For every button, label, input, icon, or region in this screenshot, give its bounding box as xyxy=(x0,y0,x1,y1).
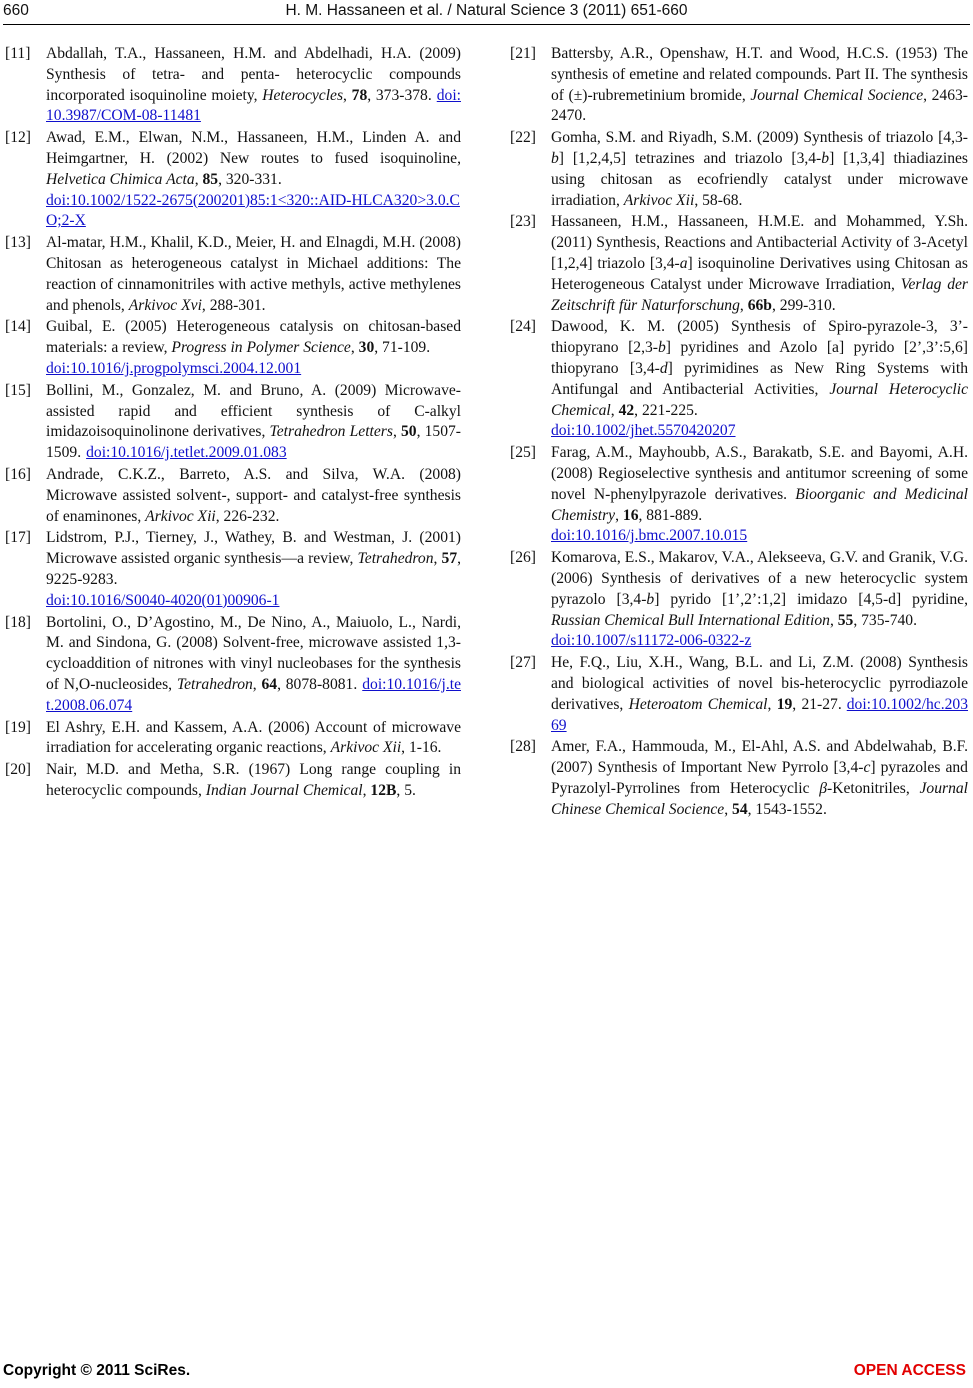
reference-plain-text: , 71-109. xyxy=(374,339,431,357)
doi-link[interactable]: doi:10.1002/jhet.5570420207 xyxy=(551,422,736,440)
reference-plain-text: Al-matar, H.M., Khalil, K.D., Meier, H. and Elnagdi, M.H. (2008) Chitosan as heterogeneous catalyst in Michael additions: The reaction of cinnamonitriles with active methyls, active methylenes and phenols, xyxy=(46,234,461,314)
reference-item xyxy=(510,548,968,652)
reference-number: [12] xyxy=(5,129,31,147)
reference-plain-text: , 226-232. xyxy=(215,507,280,525)
reference-plain-text: , xyxy=(350,339,359,357)
reference-volume: 50 xyxy=(400,423,417,441)
doi-link[interactable]: doi:10.1016/S0040-4020(01)00906-1 xyxy=(46,591,280,609)
reference-plain-text: Nair, M.D. and Metha, S.R. (1967) Long range coupling in heterocyclic compounds, xyxy=(46,761,461,799)
reference-number: [23] xyxy=(510,213,536,231)
reference-italic-text: Tetrahedron Letters xyxy=(269,423,393,441)
reference-text xyxy=(46,528,461,611)
reference-plain-text: , xyxy=(829,611,838,629)
reference-volume: 85 xyxy=(202,170,219,188)
reference-text xyxy=(551,128,968,211)
reference-text xyxy=(551,443,968,547)
references-right-column xyxy=(510,44,968,821)
reference-text xyxy=(551,737,968,820)
reference-plain-text: Dawood, K. M. (2005) Synthesis of Spiro-pyrazole-3, 3’-thiopyrano [2,3- xyxy=(551,318,968,357)
reference-italic-text: Heterocycles xyxy=(262,86,344,104)
reference-item xyxy=(510,212,968,316)
reference-italic-text: Arkivoc Xii xyxy=(623,191,695,209)
reference-item xyxy=(510,44,968,127)
page-footer xyxy=(0,1358,973,1388)
reference-plain-text: , xyxy=(767,695,777,713)
reference-item xyxy=(510,317,968,442)
doi-link[interactable]: doi:10.1016/j.progpolymsci.2004.12.001 xyxy=(46,359,302,377)
reference-plain-text: , 9225-9283. xyxy=(46,550,462,588)
reference-plain-text: -Ketonitriles, xyxy=(827,779,920,797)
reference-text xyxy=(46,465,461,527)
reference-plain-text: ] [1,2,4,5] tetrazines and triazolo [3,4- xyxy=(558,149,822,167)
reference-plain-text: , xyxy=(433,550,442,568)
reference-plain-text: Amer, F.A., Hammouda, M., El-Ahl, A.S. and Abdelwahab, B.F. (2007) Synthesis of Important New Pyrrolo [3,4- xyxy=(551,738,968,777)
reference-plain-text: Guibal, E. (2005) Heterogeneous catalysis on chitosan-based materials: a review, xyxy=(46,318,461,357)
reference-italic-text: Arkivoc Xii xyxy=(330,739,402,757)
reference-plain-text: , 373-378. xyxy=(367,86,432,104)
reference-plain-text: , xyxy=(610,401,619,419)
reference-plain-text: Awad, E.M., Elwan, N.M., Hassaneen, H.M., Linden A. and Heimgartner, H. (2002) New routes to fused isoquinoline, xyxy=(46,129,461,167)
reference-plain-text: , 5. xyxy=(396,781,416,799)
reference-italic-text: a xyxy=(679,254,688,272)
reference-plain-text: , xyxy=(252,675,262,693)
reference-italic-text: b xyxy=(646,590,655,608)
reference-number: [15] xyxy=(5,381,31,399)
reference-item xyxy=(5,233,461,316)
reference-text xyxy=(46,381,461,464)
reference-number: [27] xyxy=(510,654,536,672)
reference-text xyxy=(46,613,461,717)
page-number: 660 xyxy=(3,2,29,19)
reference-plain-text: Farag, A.M., Mayhoubb, A.S., Barakatb, S.E. and Bayomi, A.H. (2008) Regioselective synthesis and antitumor screening of some novel N-phenylpyrazole derivatives. xyxy=(551,444,968,503)
reference-plain-text: , 1543-1552. xyxy=(747,800,827,818)
doi-link[interactable]: doi:10.1016/j.bmc.2007.10.015 xyxy=(551,527,748,545)
reference-text xyxy=(551,212,968,316)
reference-plain-text: Bollini, M., Gonzalez, M. and Bruno, A. (2009) Microwave-assisted rapid and efficient synthesis of C-alkyl imidazoisoquinolinone derivatives, xyxy=(46,381,461,441)
reference-item xyxy=(510,128,968,211)
reference-number: [22] xyxy=(510,129,536,147)
reference-italic-text: Verlag der Zeitschrift für Naturforschung xyxy=(551,275,968,314)
reference-plain-text: , xyxy=(615,506,623,524)
reference-volume: 54 xyxy=(732,800,748,818)
reference-italic-text: c xyxy=(863,759,871,777)
reference-volume: 42 xyxy=(618,401,635,419)
reference-item xyxy=(5,317,461,379)
reference-number: [26] xyxy=(510,549,536,567)
reference-number: [28] xyxy=(510,738,536,756)
reference-plain-text: , xyxy=(194,170,203,188)
reference-italic-text: Bioorganic and Medicinal Chemistry xyxy=(551,485,968,524)
doi-link[interactable]: doi:10.1002/hc.20369 xyxy=(551,695,969,734)
reference-plain-text: , 1-16. xyxy=(401,739,442,757)
reference-plain-text: , 1507-1509. xyxy=(46,423,461,462)
doi-link[interactable]: doi:10.1002/1522-2675(200201)85:1<320::AID-HLCA320>3.0.CO;2-X xyxy=(46,191,460,230)
page-header xyxy=(0,0,973,26)
reference-plain-text: , 735-740. xyxy=(853,611,917,629)
reference-item xyxy=(5,44,461,127)
reference-volume: 78 xyxy=(351,86,368,104)
reference-item xyxy=(5,613,461,717)
reference-italic-text: b xyxy=(551,149,559,167)
reference-plain-text: , xyxy=(739,296,748,314)
reference-plain-text: ] pyrimidines as New Ring Systems with Antifungal and Antibacterial Activities, xyxy=(551,359,968,398)
reference-volume: 57 xyxy=(441,550,458,568)
reference-item xyxy=(5,760,461,802)
references-left-column xyxy=(5,44,461,803)
reference-italic-text: b xyxy=(821,149,830,167)
reference-number: [17] xyxy=(5,529,31,547)
reference-plain-text: Hassaneen, H.M., Hassaneen, H.M.E. and Mohammed, Y.Sh. (2011) Synthesis, Reactions and Antibacterial Activity of 3-Acetyl [1,2,4] triazolo [3,4- xyxy=(551,213,968,272)
reference-italic-text: Tetrahedron xyxy=(357,550,434,568)
reference-volume: 12B xyxy=(370,781,397,799)
reference-item xyxy=(5,128,461,232)
reference-volume: 64 xyxy=(261,675,278,693)
reference-plain-text: ] pyrido [1’,2’:1,2] imidazo [4,5-d] pyridine, xyxy=(654,590,968,608)
reference-italic-text: Journal Chemical Socience xyxy=(750,86,924,104)
reference-plain-text: , xyxy=(362,781,371,799)
reference-plain-text: Lidstrom, P.J., Tierney, J., Wathey, B. and Westman, J. (2001) Microwave assisted organic synthesis—a review, xyxy=(46,529,461,568)
reference-italic-text: Journal Heterocyclic Chemical xyxy=(551,380,968,419)
reference-plain-text: Komarova, E.S., Makarov, V.A., Alekseeva, G.V. and Granik, V.G. (2006) Synthesis of derivatives of a new heterocyclic system pyrazolo [3,4- xyxy=(551,549,968,608)
reference-item xyxy=(5,465,461,527)
header-rule xyxy=(3,24,970,25)
reference-text xyxy=(551,653,968,736)
reference-text xyxy=(551,317,968,442)
reference-text xyxy=(46,128,461,232)
reference-text xyxy=(551,44,968,127)
reference-item xyxy=(510,737,968,820)
reference-text xyxy=(46,233,461,316)
reference-number: [19] xyxy=(5,718,31,736)
reference-plain-text: , 288-301. xyxy=(201,296,266,314)
reference-number: [16] xyxy=(5,465,31,483)
reference-plain-text: , 21-27. xyxy=(792,695,842,713)
reference-plain-text: , xyxy=(343,86,352,104)
open-access-label: OPEN ACCESS xyxy=(853,1362,966,1379)
reference-plain-text: , 221-225. xyxy=(634,401,698,419)
reference-italic-text: d xyxy=(659,359,668,377)
reference-number: [14] xyxy=(5,318,31,336)
reference-plain-text: , 58-68. xyxy=(694,191,743,209)
reference-italic-text: Arkivoc Xvi xyxy=(128,296,202,314)
doi-link[interactable]: doi:10.1016/j.tet.2008.06.074 xyxy=(46,675,461,714)
reference-item xyxy=(5,528,461,611)
reference-plain-text: Gomha, S.M. and Riyadh, S.M. (2009) Synthesis of triazolo [4,3- xyxy=(551,129,968,147)
reference-item xyxy=(510,653,968,736)
reference-plain-text: , 8078-8081. xyxy=(277,675,358,693)
running-head: H. M. Hassaneen et al. / Natural Science 3 (2011) 651-660 xyxy=(285,2,688,19)
reference-italic-text: Indian Journal Chemical xyxy=(205,781,363,799)
reference-text xyxy=(46,44,461,127)
reference-italic-text: Helvetica Chimica Acta xyxy=(46,170,195,188)
reference-item xyxy=(5,381,461,464)
reference-italic-text: Arkivoc Xii xyxy=(145,507,216,525)
reference-plain-text: El Ashry, E.H. and Kassem, A.A. (2006) Account of microwave irradiation for accelerating organic reactions, xyxy=(46,718,461,757)
reference-volume: 16 xyxy=(622,506,639,524)
reference-italic-text: Journal Chinese Chemical Socience xyxy=(551,779,968,818)
reference-number: [21] xyxy=(510,45,536,62)
reference-number: [25] xyxy=(510,444,536,462)
copyright-notice: Copyright © 2011 SciRes. xyxy=(3,1362,191,1379)
reference-item xyxy=(510,443,968,547)
reference-plain-text: ] pyridines and Azolo [a] pyrido [2’,3’:5,6] thiopyrano [3,4- xyxy=(551,339,968,377)
reference-volume: 66b xyxy=(747,296,772,314)
reference-plain-text: ] pyrazoles and Pyrazolyl-Pyrrolines from Heterocyclic xyxy=(551,759,968,797)
reference-plain-text: , 299-310. xyxy=(771,296,836,314)
reference-plain-text: ] [1,3,4] thiadiazines using chitosan as ecofriendly catalyst under microwave irradiation, xyxy=(551,149,968,209)
reference-volume: 30 xyxy=(358,339,375,357)
doi-link[interactable]: doi:10.1007/s11172-006-0322-z xyxy=(551,632,752,650)
reference-plain-text: Andrade, C.K.Z., Barreto, A.S. and Silva, W.A. (2008) Microwave assisted solvent-, support- and catalyst-free synthesis of enaminones, xyxy=(46,465,461,525)
reference-plain-text: , xyxy=(392,423,401,441)
reference-number: [20] xyxy=(5,761,31,779)
reference-italic-text: Progress in Polymer Science xyxy=(171,339,351,357)
reference-number: [11] xyxy=(5,45,31,62)
reference-italic-text: Heteroatom Chemical xyxy=(628,695,768,713)
doi-link[interactable]: doi:10.3987/COM-08-11481 xyxy=(46,86,461,125)
reference-plain-text: , 2463-2470. xyxy=(551,86,968,125)
reference-plain-text: , 881-889. xyxy=(638,506,703,524)
doi-link[interactable]: doi:10.1016/j.tetlet.2009.01.083 xyxy=(86,444,287,462)
reference-italic-text: Tetrahedron xyxy=(176,675,253,693)
reference-volume: 19 xyxy=(776,695,793,713)
reference-plain-text: He, F.Q., Liu, X.H., Wang, B.L. and Li, Z.M. (2008) Synthesis and biological activities of novel bis-heterocyclic pyrrodiazole derivatives, xyxy=(551,654,968,713)
reference-italic-text: Russian Chemical Bull International Edition xyxy=(551,611,830,629)
reference-text xyxy=(551,548,968,652)
reference-plain-text: Abdallah, T.A., Hassaneen, H.M. and Abdelhadi, H.A. (2009) Synthesis of tetra- and penta- heterocyclic compounds incorporated isoquinoline moiety, xyxy=(46,45,461,104)
reference-italic-text: β xyxy=(819,779,828,797)
reference-plain-text: , xyxy=(724,800,733,818)
reference-plain-text: Battersby, A.R., Openshaw, H.T. and Wood, H.C.S. (1953) The synthesis of emetine and related compounds. Part II. The synthesis of (±)-rubremetinium bromide, xyxy=(551,45,968,104)
reference-item xyxy=(5,718,461,760)
reference-volume: 55 xyxy=(837,611,854,629)
reference-number: [24] xyxy=(510,318,536,336)
reference-plain-text: Bortolini, O., D’Agostino, M., De Nino, A., Maiuolo, L., Nardi, M. and Sindona, G. (2008) Solvent-free, microwave assisted 1,3-cycloaddition of nitrones with vinyl nucleobases for the synthesis of N,O-nucleosides, xyxy=(46,613,461,693)
reference-number: [18] xyxy=(5,613,31,631)
reference-text xyxy=(46,718,461,760)
reference-italic-text: b xyxy=(657,339,666,357)
reference-number: [13] xyxy=(5,234,31,252)
reference-text xyxy=(46,760,461,802)
reference-plain-text: ] isoquinoline Derivatives using Chitosan as Heterogeneous Catalyst under Microwave Irradiation, xyxy=(551,254,969,293)
reference-plain-text: , 320-331. xyxy=(218,170,282,188)
reference-text xyxy=(46,317,461,379)
